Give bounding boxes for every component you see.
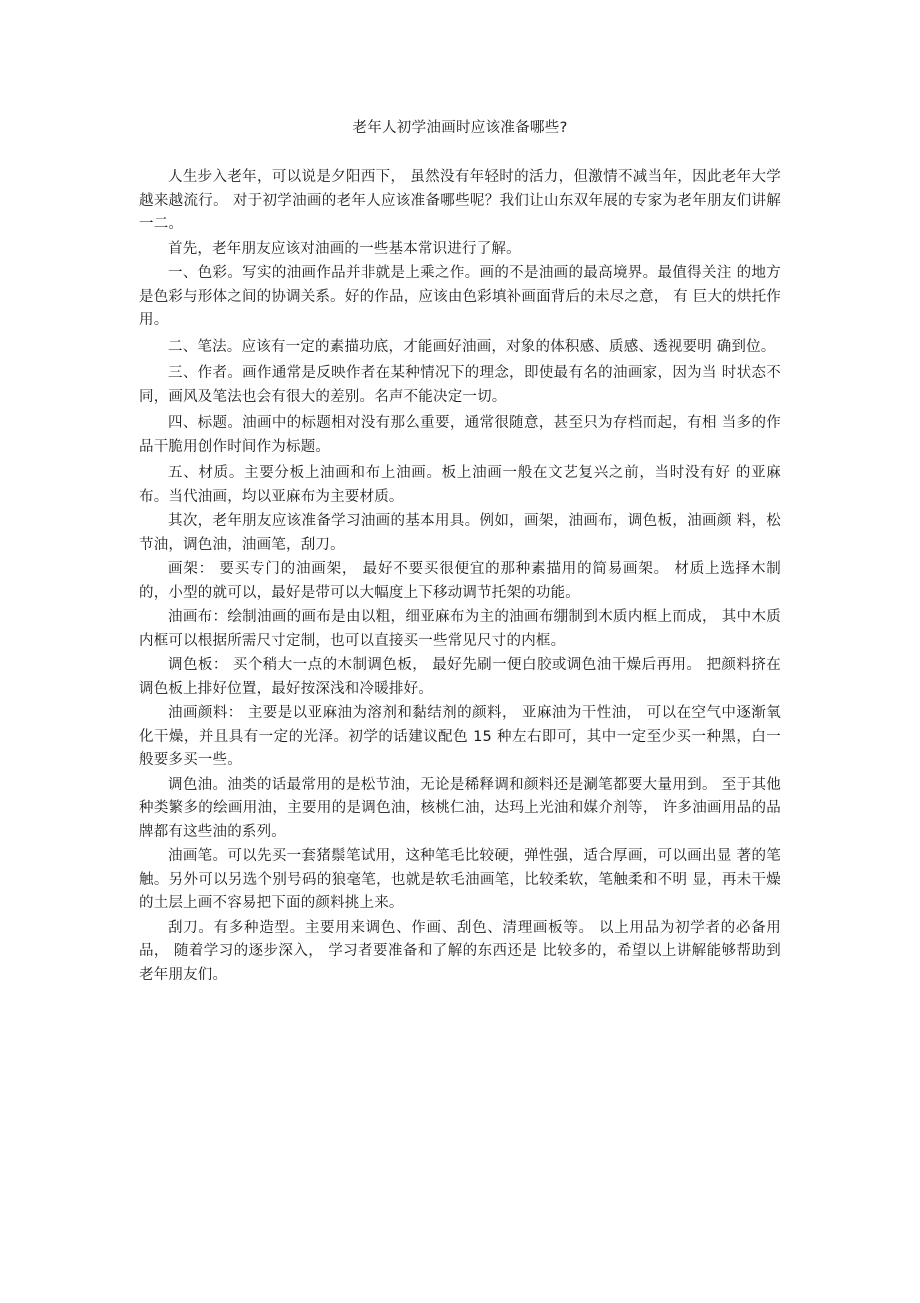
article-body (139, 166, 781, 987)
paragraph-oil: 调色油。油类的话最常用的是松节油，无论是稀释调和颜料还是涮笔都要大量用到。 至于其他种类繁多的绘画用油，主要用的是调色油，核桃仁油，达玛上光油和媒介剂等， 许多油画用品的品牌都有这些油的系列。 (139, 776, 781, 840)
paragraph-second: 其次，老年朋友应该准备学习油画的基本用具。例如，画架，油画布，调色板，油画颜 料，松节油，调色油，油画笔，刮刀。 (139, 513, 781, 553)
paragraph-color: 一、色彩。写实的油画作品并非就是上乘之作。画的不是油画的最高境界。最值得关注 的地方是色彩与形体之间的协调关系。好的作品，应该由色彩填补画面背后的未尽之意， 有 巨大的烘托作用。 (139, 265, 781, 328)
paragraph-palette: 调色板： 买个稍大一点的木制调色板， 最好先刷一便白胶或调色油干燥后再用。 把颜料挤在调色板上排好位置，最好按深浅和冷暖排好。 (139, 657, 781, 697)
paragraph-author: 三、作者。画作通常是反映作者在某种情况下的理念，即使最有名的油画家，因为当 时状态不同，画风及笔法也会有很大的差别。名声不能决定一切。 (139, 365, 781, 405)
paragraph-paints: 油画颜料： 主要是以亚麻油为溶剂和黏结剂的颜料， 亚麻油为干性油， 可以在空气中逐渐氧化干燥，并且具有一定的光泽。初学的话建议配色 15 种左右即可，其中一定至少买一种黑，白一般要多买一些。 (139, 705, 781, 768)
page-title: 老年人初学油画时应该准备哪些? (352, 120, 568, 136)
paragraph-title-topic: 四、标题。油画中的标题相对没有那么重要，通常很随意，甚至只为存档而起，有相 当多的作品干脆用创作时间作为标题。 (139, 415, 781, 455)
paragraph-first: 首先，老年朋友应该对油画的一些基本常识进行了解。 (168, 240, 521, 257)
paragraph-intro: 人生步入老年，可以说是夕阳西下， 虽然没有年轻时的活力，但激情不减当年，因此老年大学越来越流行。 对于初学油画的老年人应该准备哪些呢？我们让山东双年展的专家为老年朋友们讲解一二。 (139, 169, 781, 232)
paragraph-knife: 刮刀。有多种造型。主要用来调色、作画、刮色、清理画板等。 以上用品为初学者的必备用品， 随着学习的逐步深入， 学习者要准备和了解的东西还是 比较多的，希望以上讲解能够帮助到老年朋友们。 (139, 919, 781, 983)
paragraph-canvas: 油画布：绘制油画的画布是由以粗，细亚麻布为主的油画布绷制到木质内框上而成， 其中木质内框可以根据所需尺寸定制，也可以直接买一些常见尺寸的内框。 (139, 609, 781, 649)
paragraph-easel: 画架： 要买专门的油画架， 最好不要买很便宜的那种素描用的简易画架。 材质上选择木制的，小型的就可以，最好是带可以大幅度上下移动调节托架的功能。 (139, 561, 781, 601)
paragraph-brushwork: 二、笔法。应该有一定的素描功底，才能画好油画，对象的体积感、质感、透视要明 确到位。 (168, 338, 776, 355)
paragraph-material: 五、材质。主要分板上油画和布上油画。板上油画一般在文艺复兴之前，当时没有好 的亚麻布。当代油画，均以亚麻布为主要材质。 (139, 465, 781, 505)
paragraph-brushes: 油画笔。可以先买一套猪鬃笔试用，这种笔毛比较硬，弹性强，适合厚画，可以画出显 著的笔触。另外可以另选个别号码的狼毫笔，也就是软毛油画笔，比较柔软，笔触柔和不明 显，再未干燥的土层上画不容易把下面的颜料挑上来。 (139, 848, 781, 911)
